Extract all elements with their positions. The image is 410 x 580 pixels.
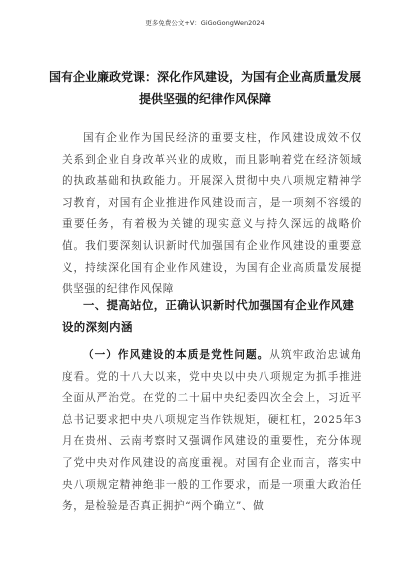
document-title: 国有企业廉政党课：深化作风建设，为国有企业高质量发展提供坚强的纪律作风保障 [48, 70, 361, 106]
intro-paragraph: 国有企业作为国民经济的重要支柱，作风建设成效不仅关系到企业自身改革兴业的成败，而且影响着党在经济领域的执政基础和执政能力。开展深入贯彻中央八项规定精神学习教育，对国有企业推进作风建设而言，是一项刻不容缓的重要任务，有着极为关键的现实意义与持久深远的战略价值。我们要深刻认识新时代加强国有企业作风建设的重要意义，持续深化国有企业作风建设，为国有企业高质量发展提供坚强的纪律作风保障 [62, 132, 362, 296]
section-heading-1: 一、提高站位，正确认识新时代加强国有企业作风建设的深刻内涵 [62, 298, 355, 334]
subsection-paragraph-1 [62, 345, 362, 518]
page-header-promo: 更多免费公文+V：GiGoGongWen2024 [145, 19, 265, 27]
subsection-lead-1: （一）作风建设的本质是党性问题。 [83, 349, 270, 361]
subsection-body-1: 从筑牢政治忠诚角度看。党的十八大以来，党中央以中央八项规定为抓手推进全面从严治党。在党的二十届中央纪委四次全会上，习近平总书记要求把中央八项规定当作铁规矩，硬杠杠，2025年3月在贵州、云南考察时又强调作风建设的重要性，充分体现了党中央对作风建设的高度重视。对国有企业而言，落实中央八项规定精神绝非一般的工作要求，而是一项重大政治任务，是检验是否真正拥护“两个确立”、做 [62, 349, 362, 513]
